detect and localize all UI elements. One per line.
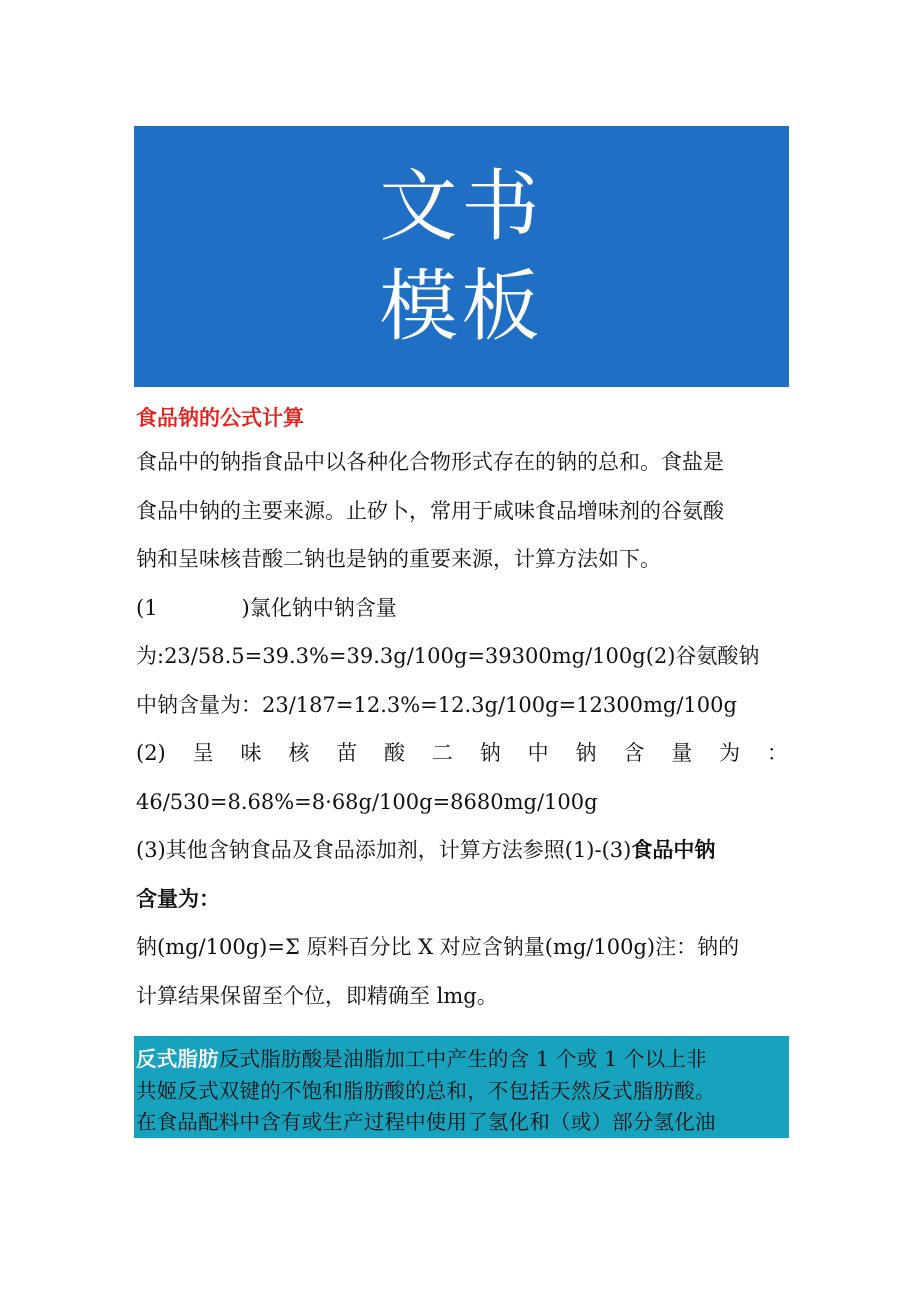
paragraph-bold-text: 含量为： xyxy=(136,886,220,911)
paragraph-bold-text: 食品中钠 xyxy=(631,838,716,862)
banner-title-line-1: 文书 xyxy=(379,161,544,252)
paragraph-line: 钠(mg/100g)=Σ 原料百分比 X 对应含钠量(mg/100g)注：钠的 xyxy=(136,935,740,959)
justified-token: 呈 xyxy=(192,741,214,765)
paragraph-intro xyxy=(136,438,788,584)
document-body xyxy=(136,398,788,1020)
justified-token: (2) xyxy=(136,741,166,765)
paragraph-formula xyxy=(136,923,788,1020)
paragraph-line xyxy=(136,826,788,875)
highlight-text: 反式脂肪酸是油脂加工中产生的含 1 个或 1 个以上非 xyxy=(218,1047,707,1071)
paragraph-disodium xyxy=(136,729,788,826)
paragraph-line: 食品中的钠指食品中以各种化合物形式存在的钠的总和。食盐是 xyxy=(136,450,724,474)
justified-token: 钠 xyxy=(575,741,597,765)
justified-token: 钠 xyxy=(479,741,501,765)
paragraph-line: 为:23/58.5=39.3%=39.3g/100g=39300mg/100g(2)谷氨酸钠 xyxy=(136,644,760,668)
paragraph-line: 中钠含量为：23/187=12.3%=12.3g/100g=12300mg/100g xyxy=(136,692,737,717)
highlight-line: 共姬反式双键的不饱和脂肪酸的总和，不包括天然反式脂肪酸。 xyxy=(136,1078,716,1103)
paragraph-line: (1 )氯化钠中钠含量 xyxy=(136,595,397,620)
justified-token: 为 xyxy=(719,741,741,765)
justified-token: ： xyxy=(766,741,788,765)
justified-token: 量 xyxy=(671,741,693,765)
paragraph-other-foods xyxy=(136,826,788,923)
highlight-line: 在食品配料中含有或生产过程中使用了氢化和（或）部分氢化油 xyxy=(136,1110,716,1134)
justified-token: 中 xyxy=(527,741,549,765)
justified-token: 含 xyxy=(623,741,645,765)
justified-line xyxy=(136,729,788,778)
section-title: 食品钠的公式计算 xyxy=(136,406,304,430)
justified-token: 酸 xyxy=(384,741,406,765)
paragraph-line: 46/530=8.68%=8·68g/100g=8680mg/100g xyxy=(136,789,598,814)
paragraph-line xyxy=(136,875,788,924)
title-banner xyxy=(134,126,789,387)
justified-token: 味 xyxy=(240,741,262,765)
paragraph-line: 计算结果保留至个位，即精确至 lmg。 xyxy=(136,983,498,1008)
justified-token: 苗 xyxy=(336,741,358,765)
justified-token: 二 xyxy=(431,741,453,765)
paragraph-text: (3)其他含钠食品及食品添加剂，计算方法参照(1)-(3) xyxy=(136,838,632,862)
highlight-lead-term: 反式脂肪 xyxy=(136,1047,219,1071)
paragraph-line: 钠和呈味核昔酸二钠也是钠的重要来源，计算方法如下。 xyxy=(136,547,661,571)
highlight-line xyxy=(136,1044,787,1076)
trans-fat-highlight xyxy=(134,1036,789,1138)
banner-title-line-2: 模板 xyxy=(379,261,544,352)
paragraph-sodium-chloride xyxy=(136,584,788,730)
paragraph-line: 食品中钠的主要来源。止矽卜，常用于咸味食品增味剂的谷氨酸 xyxy=(136,498,724,523)
justified-token: 核 xyxy=(288,741,310,765)
